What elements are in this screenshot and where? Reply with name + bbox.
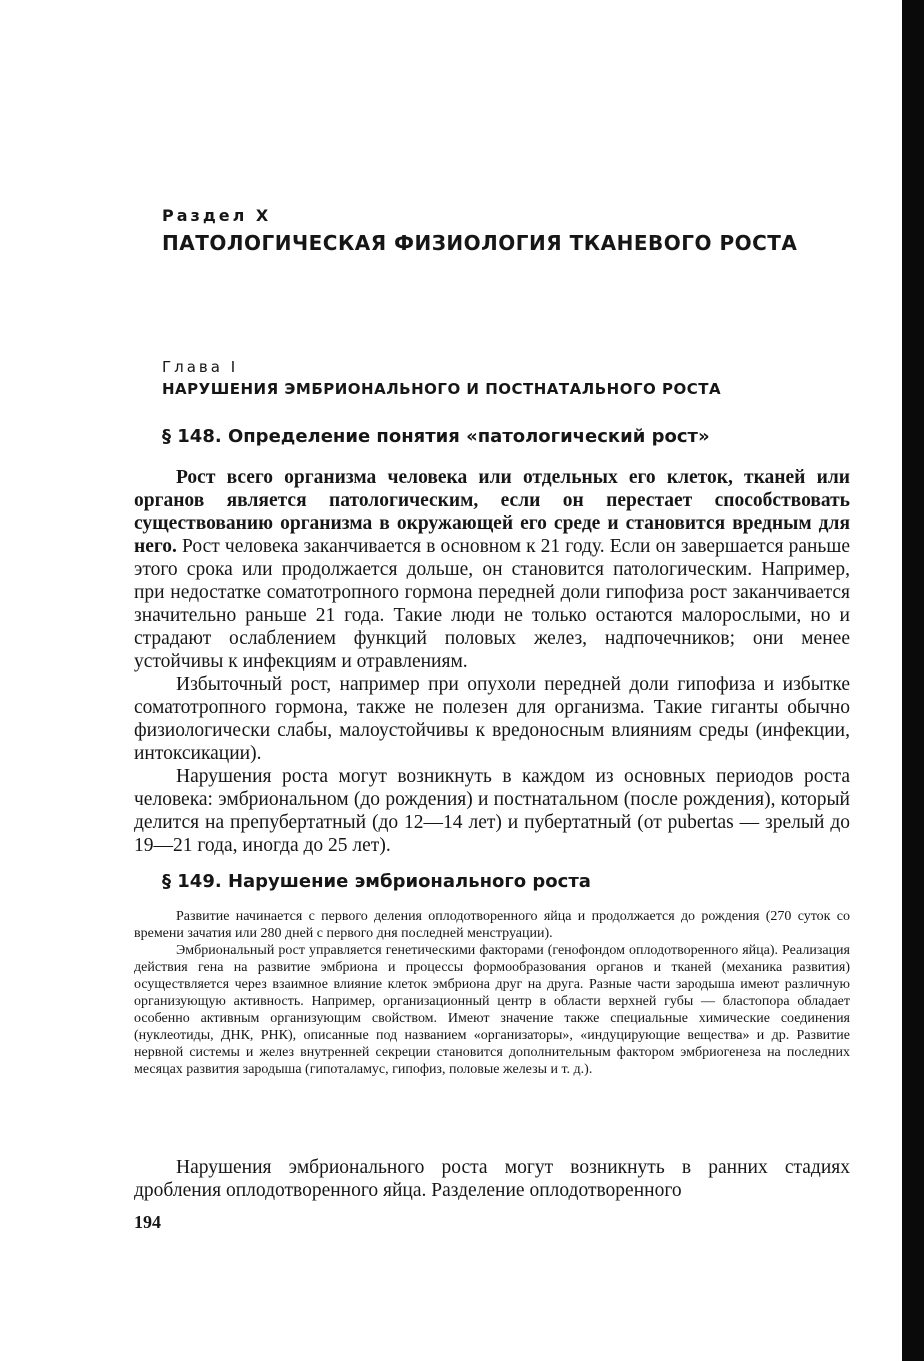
page-edge-mark (912, 548, 924, 606)
small-paragraph: Развитие начинается с первого деления оплодотворенного яйца и продолжается до рождения (270 суток со времени зачатия или 280 дней с первого дня последней менструации). (134, 909, 850, 941)
paragraph-149-body (134, 1156, 850, 1202)
page-spine-edge (902, 0, 924, 1361)
section-title: ПАТОЛОГИЧЕСКАЯ ФИЗИОЛОГИЯ ТКАНЕВОГО РОСТА (162, 231, 798, 255)
paragraph-148-heading: § 148. Определение понятия «патологический рост» (162, 426, 710, 447)
chapter-label: Глава I (162, 358, 239, 376)
body-text: Рост человека заканчивается в основном к 21 году. Если он завершается раньше этого срока или продолжается дольше, он становится патологическим. Например, при недостатке соматотропного гормона передней доли гипофиза рост заканчивается значительно раньше 21 года. Такие люди не только остаются малорослыми, но и страдают ослаблением функций половых желез, надпочечников; они менее устойчивы к инфекциям и отравлениям. (134, 536, 850, 672)
bold-definition: Рост всего организма человека или отдельных его клеток, тканей или органов является патологическим, если он перестает способствовать существованию организма в окружающей его среде и становится вредным для него. (134, 467, 850, 557)
section-label: Раздел X (162, 206, 272, 225)
body-paragraph (134, 466, 850, 673)
body-paragraph: Нарушения роста могут возникнуть в каждом из основных периодов роста человека: эмбриональном (до рождения) и постнатальном (после рождения), который делится на препубертатный (до 12—14 лет) и пубертатный (от pubertas — зрелый до 19—21 года, иногда до 25 лет). (134, 766, 850, 856)
body-paragraph: Избыточный рост, например при опухоли передней доли гипофиза и избытке соматотропного гормона, также не полезен для организма. Такие гиганты обычно физиологически слабы, малоустойчивы к вредоносным влияниям среды (инфекции, интоксикации). (134, 674, 850, 764)
chapter-title: НАРУШЕНИЯ ЭМБРИОНАЛЬНОГО И ПОСТНАТАЛЬНОГО РОСТА (162, 380, 722, 398)
paragraph-148-body (134, 466, 850, 857)
small-paragraph: Эмбриональный рост управляется генетическими факторами (генофондом оплодотворенного яйца). Реализация действия гена на развитие эмбриона и процессы формообразования органов и тканей (механика развития) осуществляется через взаимное влияние клеток эмбриона друг на друга. Разные части зародыша имеют различную организующую активность. Например, организационный центр в области верхней губы — бластопора обладает особенно активным организующим свойством. Имеют значение также специальные химические соединения (нуклеотиды, ДНК, РНК), описанные под названием «организаторы», «индуцирующие вещества» и др. Развитие нервной системы и желез внутренней секреции становится дополнительным фактором эмбриогенеза на последних месяцах развития зародыша (гипоталамус, гипофиз, половые железы и т. д.). (134, 943, 850, 1077)
page-number: 194 (134, 1212, 161, 1232)
paragraph-149-heading: § 149. Нарушение эмбрионального роста (162, 871, 591, 892)
small-print-block (134, 908, 850, 1078)
body-paragraph: Нарушения эмбрионального роста могут возникнуть в ранних стадиях дробления оплодотворенного яйца. Разделение оплодотворенного (134, 1157, 850, 1201)
